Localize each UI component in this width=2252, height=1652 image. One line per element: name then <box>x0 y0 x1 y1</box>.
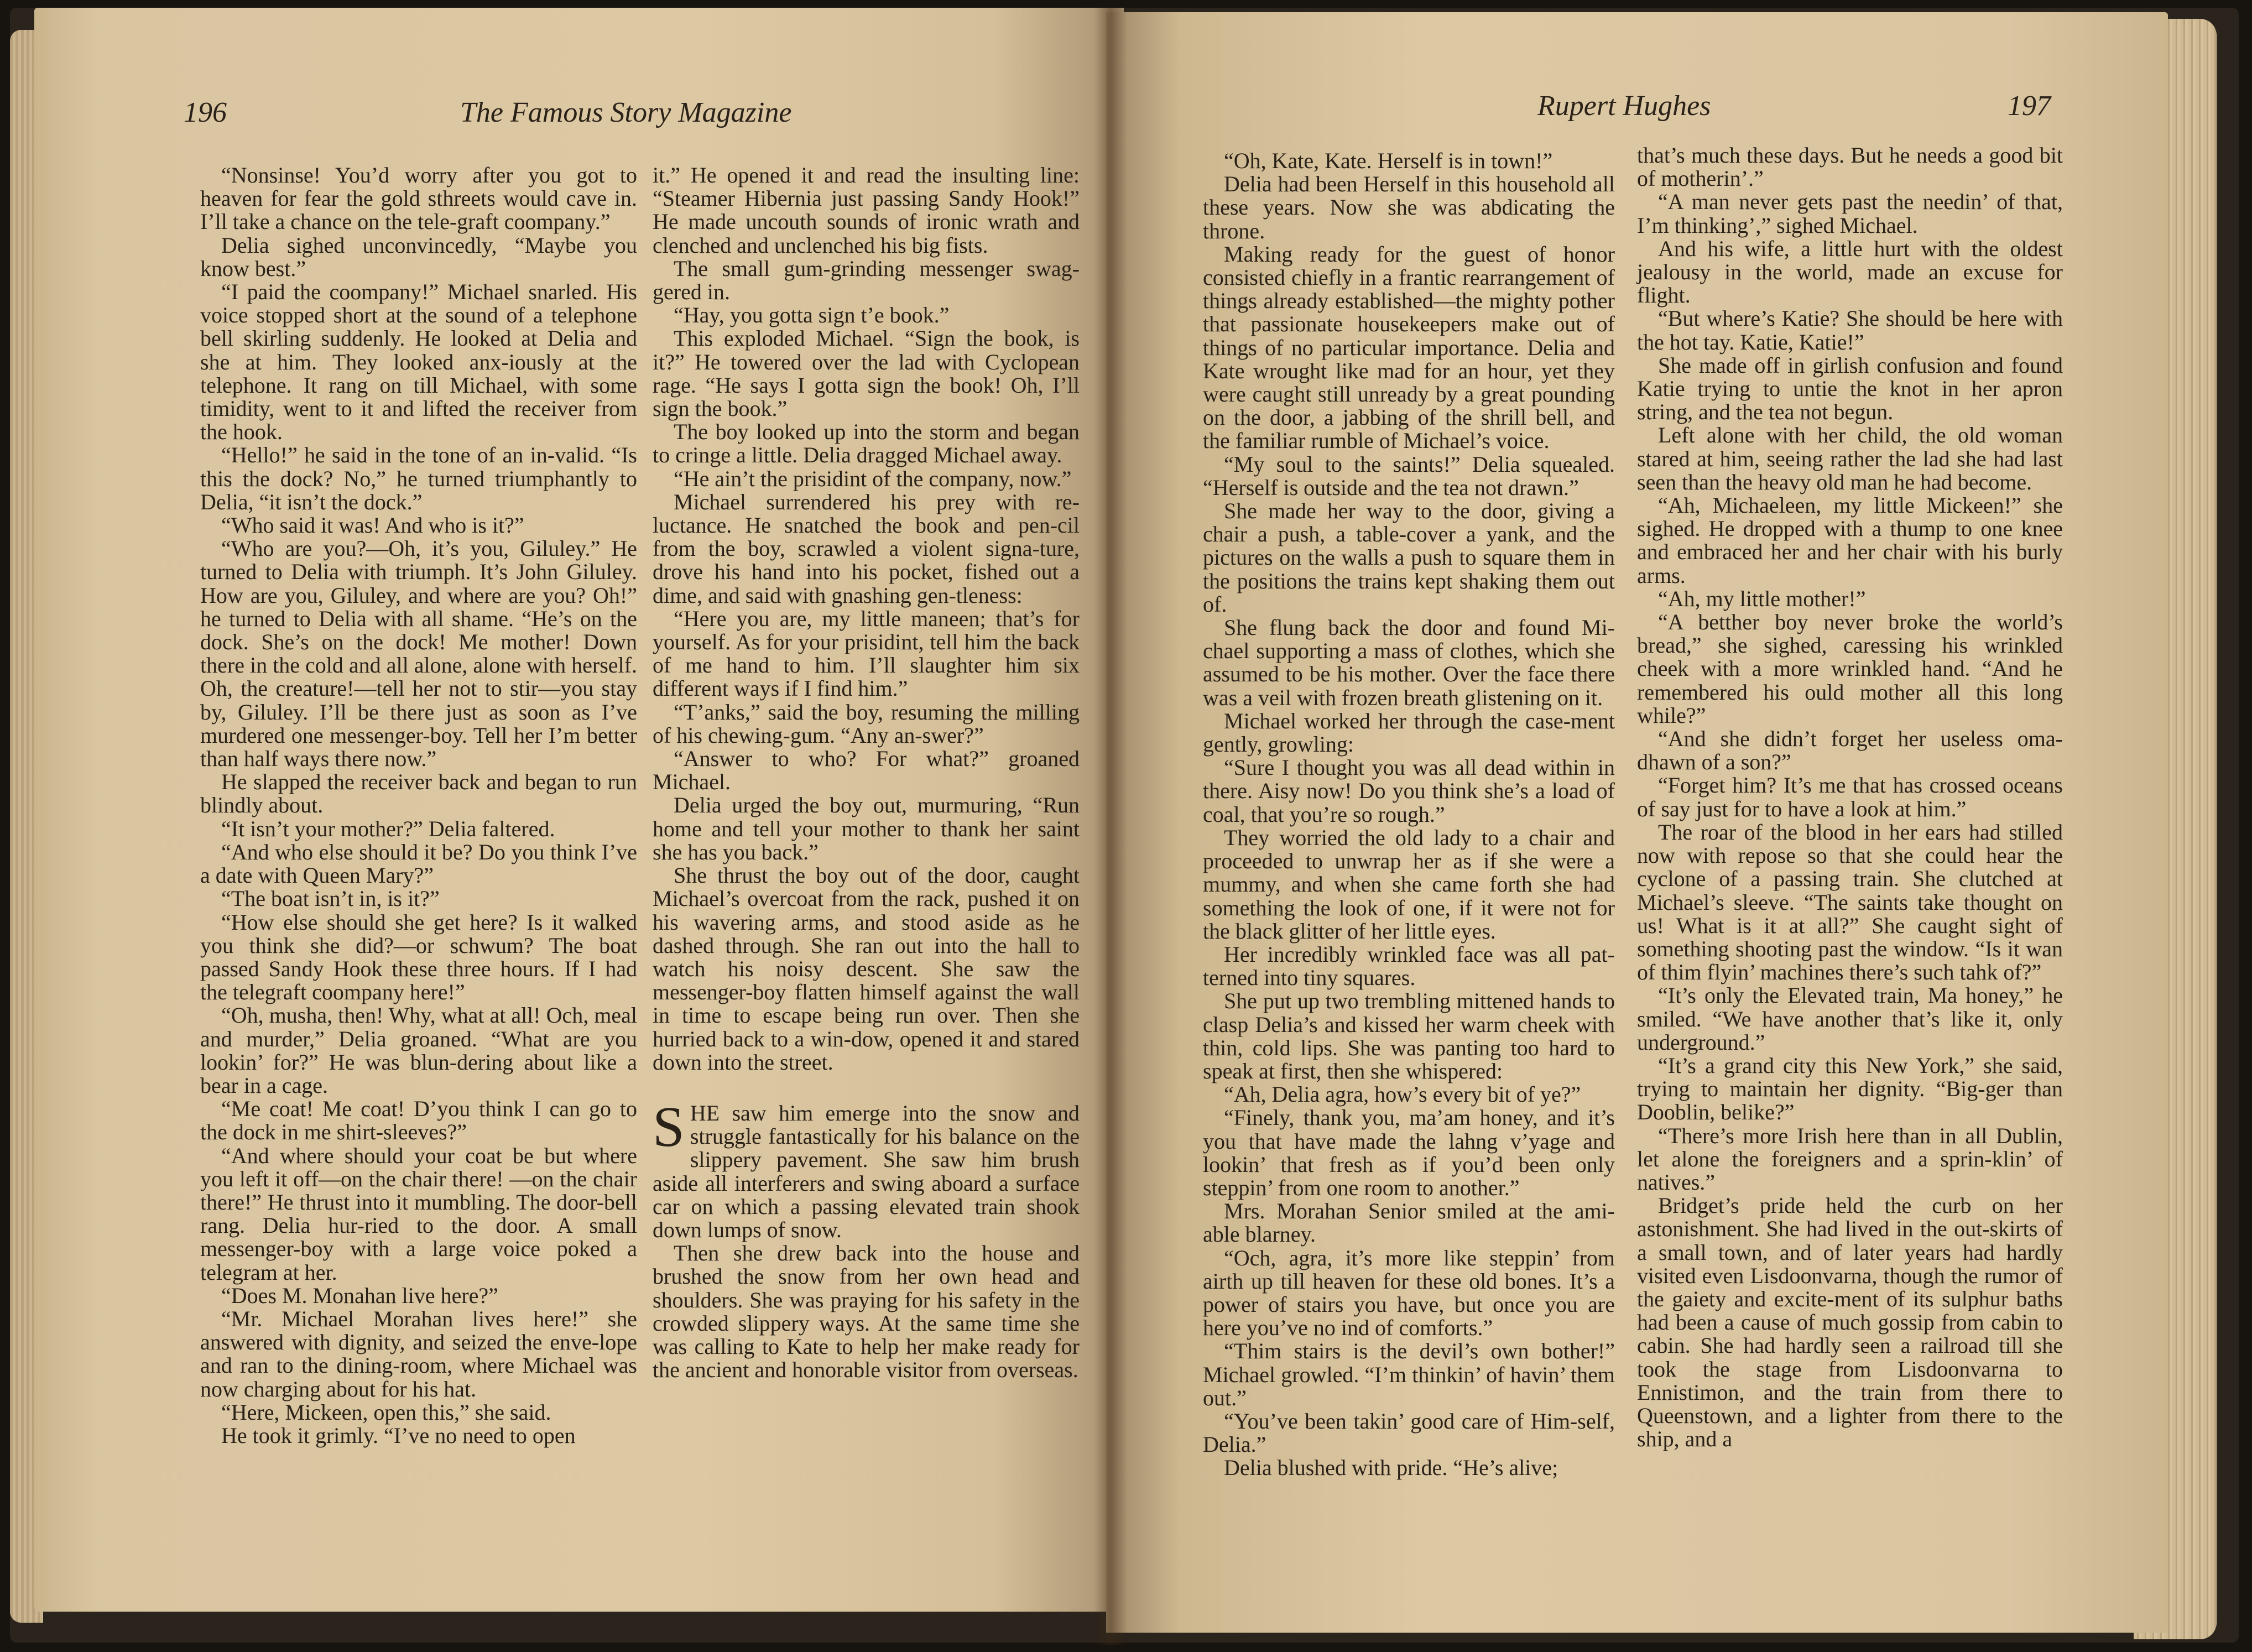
paragraph: “A man never gets past the needin’ of that, I’m thinking’,” sighed Michael. <box>1637 189 2063 238</box>
left-column-2 <box>653 164 1080 1382</box>
left-page <box>34 8 1124 1612</box>
paragraph: She flung back the door and found Mi-chael supporting a mass of clothes, which she assumed to be his mother. Over the face there was a veil with frozen breath glistening on it. <box>1203 615 1615 710</box>
paragraph: “There’s more Irish here than in all Dublin, let alone the foreigners and a sprin-klin’ of natives.” <box>1637 1123 2063 1195</box>
paragraph: Delia blushed with pride. “He’s alive; <box>1224 1455 1558 1481</box>
paragraph: “I paid the coompany!” Michael snarled. His voice stopped short at the sound of a telephone bell skirling suddenly. He looked at Delia and she at him. They looked anx-iously at the telephone. It rang on till Michael, with some timidity, went to it and lifted the receiver from the hook. <box>200 279 637 445</box>
paragraph: “How else should she get here? Is it walked you think she did?—or schwum? The boat passed Sandy Hook these three hours. If I had the telegraft coompany here!” <box>200 909 637 1005</box>
paragraph: “He ain’t the prisidint of the company, now.” <box>674 466 1072 491</box>
right-column-1 <box>1203 149 1615 1480</box>
paragraph: The small gum-grinding messenger swag-gered in. <box>653 256 1080 305</box>
paragraph: “Finely, thank you, ma’am honey, and it’s you that have made the lahng v’yage and lookin’ that fresh as if you’d been only steppin’ from one room to another.” <box>1203 1105 1615 1200</box>
paragraph: Delia had been Herself in this household all these years. Now she was abdicating the throne. <box>1203 171 1615 243</box>
book-gutter <box>1094 8 1127 1645</box>
paragraph: “Who said it was! And who is it?” <box>221 513 524 538</box>
paragraph: “You’ve been takin’ good care of Him-self, Delia.” <box>1203 1408 1615 1457</box>
right-page-number: 197 <box>2008 90 2051 122</box>
paragraph: She made off in girlish confusion and found Katie trying to untie the knot in her apron string, and the tea not begun. <box>1637 352 2063 425</box>
paragraph: Left alone with her child, the old woman stared at him, seeing rather the lad she had last seen than the heavy old man he had become. <box>1637 423 2063 494</box>
paragraph: “It isn’t your mother?” Delia faltered. <box>221 816 555 841</box>
drop-cap: S <box>653 1095 685 1159</box>
paragraph: it.” He opened it and read the insulting line: “Steamer Hibernia just passing Sandy Hook!” He made uncouth sounds of ironic wrath and clenched and unclenched his big fists. <box>653 163 1080 258</box>
section-opening-paragraph <box>653 1095 1080 1242</box>
paragraph: Michael surrendered his prey with re-luctance. He snatched the book and pen-cil from the boy, scrawled a violent signa-ture, drove his hand into his pocket, fished out a dime, and said with gnashing gen-tleness: <box>653 489 1080 608</box>
paragraph: “My soul to the saints!” Delia squealed. “Herself is outside and the tea not drawn.” <box>1203 451 1615 500</box>
paragraph: “Me coat! Me coat! D’you think I can go to the dock in me shirt-sleeves?” <box>200 1096 637 1145</box>
paragraph: Mrs. Morahan Senior smiled at the ami-able blarney. <box>1203 1198 1615 1247</box>
paragraph: Bridget’s pride held the curb on her astonishment. She had lived in the out-skirts of a small town, and of later years had hardly visited even Lisdoonvarna, though the rumor of the gaiety and excite-ment of its sulphur baths had been a cause of much gossip from cabin to cabin. She had hardly seen a railroad till she took the stage from Lisdoonvarna to Ennistimon, and the train from there to Queenstown, and a lighter from there to the ship, and a <box>1637 1193 2063 1452</box>
paragraph: that’s much these days. But he needs a good bit of motherin’.” <box>1637 143 2063 191</box>
right-page <box>1106 12 2168 1633</box>
paragraph: Then she drew back into the house and brushed the snow from her own head and shoulders. She was praying for his safety in the crowded slippery ways. At the same time she was calling to Kate to help her make ready for the ancient and honorable visitor from overseas. <box>653 1241 1080 1383</box>
paragraph: And his wife, a little hurt with the oldest jealousy in the world, made an excuse for flight. <box>1637 236 2063 308</box>
paragraph: Delia urged the boy out, murmuring, “Run home and tell your mother to thank her saint she has you back.” <box>653 793 1080 864</box>
paragraph: “Mr. Michael Morahan lives here!” she answered with dignity, and seized the enve-lope and ran to the dining-room, where Michael was now charging about for his hat. <box>200 1306 637 1401</box>
paragraph: “Och, agra, it’s more like steppin’ from airth up till heaven for these old bones. It’s a power of stairs you have, but once you are here you’ve no ind of comforts.” <box>1203 1245 1615 1341</box>
right-running-header: Rupert Hughes <box>1537 90 1711 122</box>
paragraph: “Forget him? It’s me that has crossed oceans of say just for to have a look at him.” <box>1637 773 2063 821</box>
paragraph: This exploded Michael. “Sign the book, is it?” He towered over the lad with Cyclopean rage. “He says I gotta sign the book! Oh, I’ll sign the book.” <box>653 326 1080 421</box>
paragraph: “And she didn’t forget her useless oma-dhawn of a son?” <box>1637 726 2063 775</box>
paragraph: “But where’s Katie? She should be here with the hot tay. Katie, Katie!” <box>1637 306 2063 355</box>
paragraph: “Who are you?—Oh, it’s you, Giluley.” He turned to Delia with triumph. It’s John Giluley. How are you, Giluley, and where are you? Oh!” he turned to Delia with all shame. “He’s on the dock. She’s on the dock! Me mother! Down there in the cold and all alone, alone with herself. Oh, the creature!—tell her not to stir—you stay by, Giluley. I’ll be there just as soon as I’ve murdered one messenger-boy. Tell her I’m better than half ways there now.” <box>200 536 637 772</box>
paragraph: Her incredibly wrinkled face was all pat-terned into tiny squares. <box>1203 941 1615 991</box>
paragraph: “Hello!” he said in the tone of an in-valid. “Is this the dock? No,” he turned triumphantly to Delia, “it isn’t the dock.” <box>200 442 637 514</box>
paragraph: They worried the old lady to a chair and proceeded to unwrap her as if she were a mummy, and when she came forth she had something the look of one, if it were not for the black glitter of her little eyes. <box>1203 825 1615 944</box>
paragraph: “Sure I thought you was all dead within in there. Aisy now! Do you think she’s a load of coal, that you’re so rough.” <box>1203 755 1615 827</box>
paragraph: “It’s a grand city this New York,” she said, trying to maintain her dignity. “Big-ger than Dooblin, belike?” <box>1637 1052 2063 1125</box>
paragraph: “It’s only the Elevated train, Ma honey,” he smiled. “We have another that’s like it, only underground.” <box>1637 983 2063 1055</box>
paragraph: “And who else should it be? Do you think I’ve a date with Queen Mary?” <box>200 839 637 888</box>
paragraph: “Ah, Michaeleen, my little Mickeen!” she sighed. He dropped with a thump to one knee and embraced her and her chair with his burly arms. <box>1637 493 2063 588</box>
paragraph: Delia sighed unconvincedly, “Maybe you know best.” <box>200 232 637 281</box>
paragraph: “Here you are, my little maneen; that’s for yourself. As for your prisidint, tell him the back of me hand to him. I’ll slaughter him six different ways if I find him.” <box>653 606 1080 701</box>
paragraph: “Answer to who? For what?” groaned Michael. <box>653 746 1080 795</box>
paragraph: “Here, Mickeen, open this,” she said. <box>221 1399 551 1425</box>
paragraph: He slapped the receiver back and began to run blindly about. <box>200 769 637 818</box>
paragraph: “The boat isn’t in, is it?” <box>221 886 440 911</box>
paragraph: “Nonsinse! You’d worry after you got to heaven for fear the gold sthreets would cave in. I’ll take a chance on the tele-graft coompany.” <box>200 163 637 234</box>
paragraph: “And where should your coat be but where you left it off—on the chair there! —on the chair there!” He thrust into it mumbling. The door-bell rang. Delia hur-ried to the door. A small messenger-boy with a large voice poked a telegram at her. <box>200 1143 637 1285</box>
paragraph: She put up two trembling mittened hands to clasp Delia’s and kissed her warm cheek with thin, cold lips. She was panting too hard to speak at first, then she whispered: <box>1203 988 1615 1083</box>
section-lead-rest: struggle fantastically for his balance on the slippery pavement. She saw him brush aside all interferers and swing aboard a surface car on which a passing elevated train shook down lumps of snow. <box>653 1124 1080 1242</box>
paragraph: The roar of the blood in her ears had stilled now with repose so that she could hear the cyclone of a passing train. She clutched at Michael’s sleeve. “The saints take thought on us! What is it at all?” She caught sight of something shooting past the window. “Is it wan of thim flyin’ machines there’s such tahk of?” <box>1637 819 2063 985</box>
right-column-2 <box>1637 144 2063 1451</box>
paragraph: The boy looked up into the storm and began to cringe a little. Delia dragged Michael away. <box>653 419 1080 468</box>
paragraph: “Hay, you gotta sign t’e book.” <box>674 303 950 328</box>
paragraph: She made her way to the door, giving a chair a push, a table-cover a yank, and the pictures on the walls a push to square them in the positions the trains kept shaking them out of. <box>1203 498 1615 617</box>
paragraph: “Thim stairs is the devil’s own bother!” Michael growled. “I’m thinkin’ of havin’ them out.” <box>1203 1338 1615 1410</box>
paragraph: Making ready for the guest of honor consisted chiefly in a frantic rearrangement of things already established—the mighty pother that passionate housekeepers make out of things of no particular importance. Delia and Kate wrought like mad for an hour, yet they were caught still unready by a great pounding on the door, a jabbing of the shrill bell, and the familiar rumble of Michael’s voice. <box>1203 241 1615 454</box>
left-page-number: 196 <box>184 97 227 128</box>
paragraph: “Ah, my little mother!” <box>1658 586 1866 611</box>
left-column-1 <box>200 164 637 1447</box>
paragraph: “Oh, musha, then! Why, what at all! Och, meal and murder,” Delia groaned. “What are you lookin’ for?” He was blun-dering about like a bear in a cage. <box>200 1003 637 1098</box>
paragraph: “A betther boy never broke the world’s bread,” she sighed, caressing his wrinkled cheek with a more wrinkled hand. “And he remembered his ould mother all this long while?” <box>1637 609 2063 728</box>
paragraph: Michael worked her through the case-ment gently, growling: <box>1203 708 1615 757</box>
paragraph: “T’anks,” said the boy, resuming the milling of his chewing-gum. “Any an-swer?” <box>653 699 1080 748</box>
paragraph: “Oh, Kate, Kate. Herself is in town!” <box>1224 148 1553 173</box>
paragraph: He took it grimly. “I’ve no need to open <box>221 1422 576 1448</box>
paragraph: She thrust the boy out of the door, caught Michael’s overcoat from the rack, pushed it on his wavering arms, and stood aside as he dashed through. She ran out into the hall to watch his noisy descent. She saw the messenger-boy flatten himself against the wall in time to escape being run over. Then she hurried back to a win-dow, opened it and stared down into the street. <box>653 863 1080 1075</box>
open-book <box>10 8 2239 1643</box>
left-running-header: The Famous Story Magazine <box>460 97 792 128</box>
section-lead: HE saw him emerge into the snow and <box>690 1100 1080 1125</box>
paragraph: “Ah, Delia agra, how’s every bit of ye?” <box>1224 1082 1581 1107</box>
paragraph: “Does M. Monahan live here?” <box>221 1283 498 1308</box>
